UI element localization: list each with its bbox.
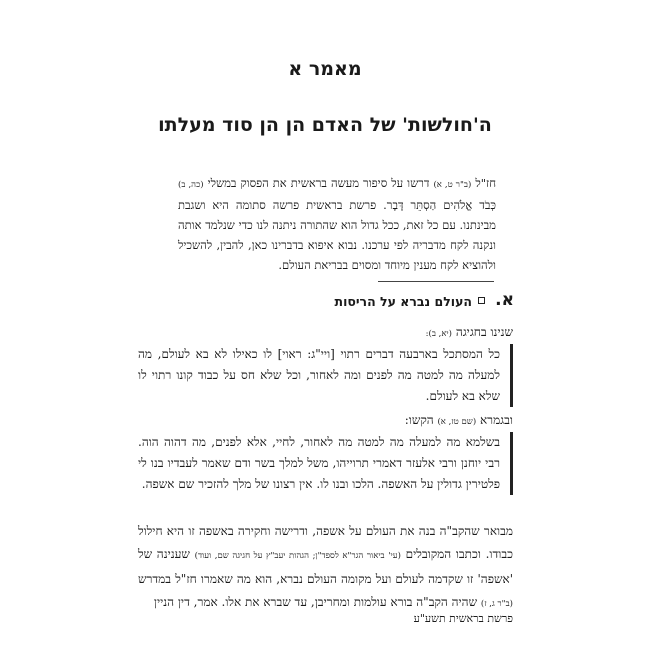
gemara-lead-text: ובגמרא — [479, 413, 513, 427]
gemara-lead — [300, 410, 513, 433]
chapter-title: מאמר א — [288, 58, 362, 80]
main-paragraph — [138, 520, 513, 616]
section-divider — [378, 281, 494, 282]
intro-text-3: כְּבֹד אֱלֹהִים הַסְתֵּר דָּבָר. פרשת בראשית פרשה סתומה היא ושגבת מבינתנו. עם כל זאת, ככל גדול הוא שהתורה ניתנה לנו כדי שנלמד אותה ונקנה לקח מדבריה לפי ערכנו. נבוא איפוא בדברינו כאן, להבין, להשכיל ולהוציא לקח מענין מיוחד ומסוים בבריאת העולם. — [178, 198, 496, 272]
intro-source-ref-2: (כה, ב) — [178, 180, 204, 190]
gemara-lead-text-2: הקשו: — [404, 413, 434, 427]
intro-paragraph — [178, 173, 496, 275]
main-text-3: שהיה הקב"ה בורא עולמות ומחריבן, עד שברא את אלו. אמר, דין הניין — [153, 595, 478, 609]
main-text-2: שענינה של 'אשפה' זו שקדמה לעולם ועל מקומה העולם נברא, הוא מה שאמרו חז"ל במדרש — [138, 547, 513, 586]
article-title: ה'חולשות' של האדם הן הן סוד מעלתו — [158, 114, 492, 136]
main-source-ref-2: (ב"ר ג, ז) — [480, 599, 513, 609]
mishna-lead-text: שנינו בחגיגה — [455, 325, 513, 339]
gemara-lead-ref: (שם טז, א) — [437, 417, 477, 427]
mishna-quote: כל המסתכל בארבעה דברים רתוי [ויי"ג: ראוי] לו כאילו לא בא לעולם, מה למעלה מה למטה מה לפנים ומה לאחור, וכל שלא חס על כבוד קונו רתוי לו שלא בא לעולם. — [138, 344, 513, 407]
gemara-quote: בשלמא מה למעלה מה למטה מה לאחור, לחיי, אלא לפנים, מה דהוה הוה. רבי יוחנן ורבי אלעזר דאמרי תרוייהו, משל למלך בשר ודם שאמר לעבדיו בנו לי פלטירין גדולין על האשפה. הלכו ובנו לו. אין רצונו של מלך להזכיר שם אשפה. — [138, 432, 513, 495]
intro-source-ref-1: (ב"ר ט, א) — [433, 180, 472, 190]
main-source-ref-1: (עי' ביאור הגר"א לספד"ן; הגהות יעב"ץ על חגיגה שם, ועוד) — [194, 551, 401, 561]
page-footer: פרשת בראשית תשע"ע — [413, 612, 513, 625]
main-text-1: מבואר שהקב"ה בנה את העולם על אשפה, ודרישה וחקירה באשפה זו היא חילול כבודו. וכתבו המקובלים — [138, 524, 513, 561]
section-letter: א. — [495, 290, 514, 310]
intro-text-1: חז"ל — [475, 176, 497, 190]
section-heading: העולם נברא על הריסות — [334, 294, 472, 309]
square-bullet-icon — [478, 297, 485, 304]
mishna-lead-ref: (יא, ב): — [425, 329, 452, 339]
mishna-lead — [300, 322, 513, 345]
intro-text-2: דרשו על סיפור מעשה בראשית את הפסוק במשלי — [207, 176, 430, 190]
